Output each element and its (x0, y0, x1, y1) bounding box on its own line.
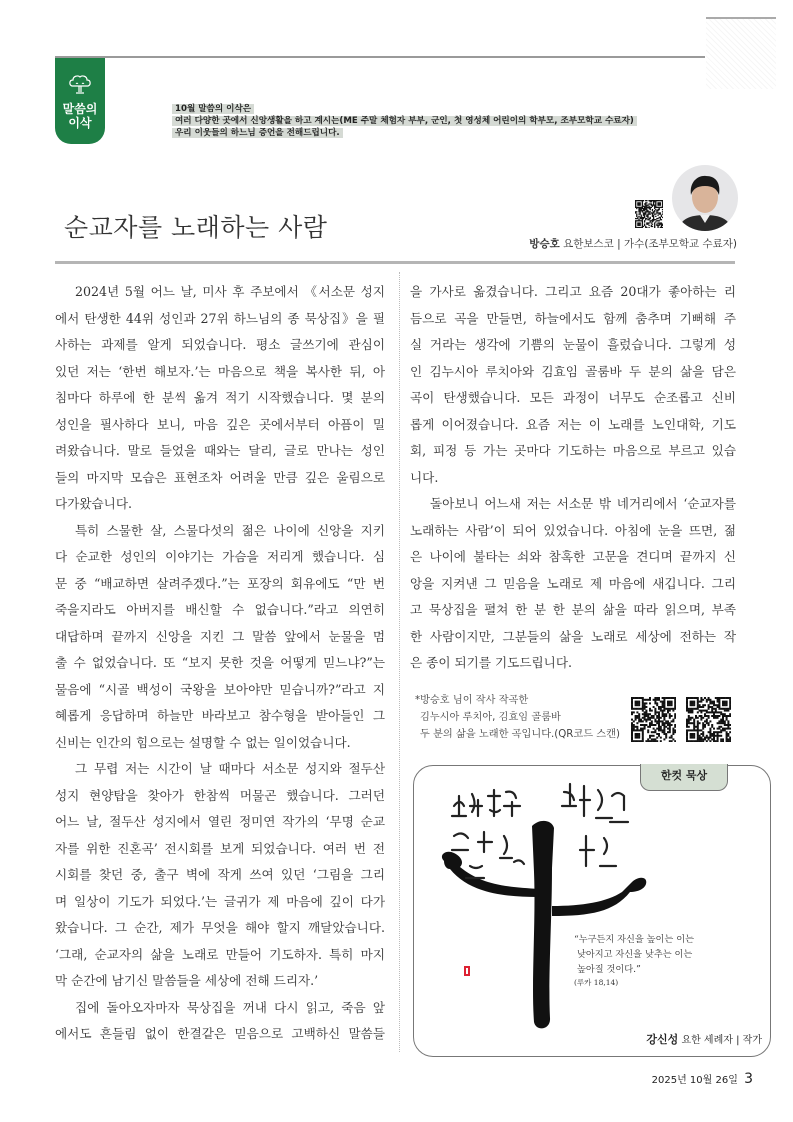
paragraph-line: 에서도 흔들림 없이 한결같은 믿음으로 고백하신 말씀들 (55, 1026, 385, 1041)
header-rule (55, 261, 735, 264)
artist-credit (646, 1031, 762, 1047)
left-column (55, 279, 385, 1048)
author-baptismal-name: 요한보스코 (563, 238, 614, 250)
song-note (415, 692, 620, 743)
quote-line: “누구든지 자신을 높이는 이는 (574, 934, 694, 945)
paragraph-line: 집에 돌아오자마자 묵상집을 꺼내 다시 읽고, 죽음 앞 (75, 999, 385, 1015)
column-divider (399, 272, 400, 1052)
meditation-tab: 한컷 묵상 (640, 764, 728, 791)
paragraph-line: 롭게 이어졌습니다. 요즘 저는 이 노래를 노인대학, 기도 (410, 416, 736, 432)
issue-date: 2025년 10월 26일 (651, 1075, 738, 1086)
qr-code-song-1[interactable] (631, 697, 676, 742)
paragraph-line: 물음에 “시골 백성이 국왕을 보아야만 믿습니까?”라고 지 (55, 681, 385, 697)
paragraph-line: 신비는 인간의 힘으로는 설명할 수 없는 일이었습니다. (55, 734, 351, 750)
quote-line: 낮아지고 자신을 낮추는 이는 (577, 949, 693, 960)
intro-line: 10월 말씀의 이삭은 (172, 104, 254, 114)
artist-separator: | (736, 1035, 740, 1046)
paragraph-line: 특히 스물한 살, 스물다섯의 젊은 나이에 신앙을 지키 (75, 522, 385, 538)
song-note-line: 김누시아 루치아, 김효임 골룸바 (420, 712, 561, 723)
footer (652, 1071, 753, 1087)
paragraph-line: 침마다 하루에 한 분씩 옮겨 적기 시작했습니다. 몇 분의 (55, 390, 385, 405)
artist-name: 강신성 (646, 1033, 679, 1046)
paragraph-line: 시회를 찾던 중, 출구 벽에 작게 쓰여 있던 ‘그림을 그리 (55, 867, 385, 882)
paragraph-line: 막 순간에 남기신 말씀들을 세상에 전해 드리자.’ (55, 973, 319, 988)
paragraph-line: 듬으로 곡을 만들면, 하늘에서도 함께 춤추며 기뻐해 주 (410, 310, 736, 326)
quote-reference: (루카 18,14) (574, 978, 619, 987)
paragraph-line: 은 나이에 불타는 쇠와 참혹한 고문을 견디며 끝까지 신 (410, 549, 736, 564)
paragraph-line: 출 수 없었습니다. 또 “보지 못한 것을 어떻게 믿느냐?”는 (55, 655, 385, 670)
paragraph-line: 자를 위한 진혼곡’ 전시회를 보게 되었습니다. 여러 번 전 (55, 840, 385, 856)
paragraph-line: 회, 피정 등 가는 곳마다 기도하는 마음으로 부르고 있습 (410, 443, 736, 458)
paragraph-line: 들의 마지막 모습은 표현조차 어려울 만큼 깊은 울림으로 (55, 469, 385, 485)
author-name: 방승호 (529, 238, 560, 250)
paragraph-line: 그 무렵 저는 시간이 날 때마다 서소문 성지와 절두산 (75, 761, 385, 776)
right-column (410, 279, 736, 677)
quote-line: 높아질 것이다.” (577, 964, 641, 975)
paragraph-line: 한 사람이지만, 그분들의 삶을 노래로 세상에 전하는 작 (410, 628, 736, 644)
section-tab (55, 58, 105, 144)
paragraph-line: 왔습니다. 그 순간, 제가 무엇을 해야 할지 깨달았습니다. (55, 920, 385, 935)
paragraph-line: 실 거라는 생각에 기쁨의 눈물이 흘렀습니다. 그렇게 성 (410, 337, 736, 352)
paragraph-line: 문 중 “배교하면 살려주겠다.”는 포장의 회유에도 “만 번 (55, 575, 385, 591)
tree-icon (67, 72, 93, 98)
paragraph-line: 2024년 5월 어느 날, 미사 후 주보에서 《서소문 성지 (75, 284, 385, 299)
paragraph-line: 려왔습니다. 말로 들었을 때와는 달리, 글로 만나는 성인 (55, 443, 385, 458)
top-rule (55, 56, 705, 58)
paragraph-line: 니다. (410, 469, 439, 485)
byline-separator: | (617, 238, 621, 250)
intro-text (172, 104, 637, 139)
author-role: 가수(조부모학교 수료자) (624, 238, 737, 250)
paragraph-line: 어느 날, 절두산 성지에서 열린 정미연 작가의 ‘무명 순교 (55, 814, 385, 829)
intro-line: 우리 이웃들의 하느님 증언을 전해드립니다. (172, 128, 343, 138)
qr-code-song-2[interactable] (686, 697, 731, 742)
paragraph-line: 에서 탄생한 44위 성인과 27위 하느님의 종 묵상집》을 필 (55, 310, 385, 326)
paragraph-line: 다 순교한 성인의 이야기는 가슴을 저리게 했습니다. 심 (55, 549, 385, 564)
byline (529, 236, 737, 251)
paragraph-line: 인 김누시아 루치아와 김효임 골룸바 두 분의 삶을 담은 (410, 363, 736, 379)
calligraphy-artwork (414, 766, 770, 1056)
section-tab-line2: 이삭 (68, 116, 92, 130)
song-note-line: 두 분의 삶을 노래한 곡입니다.(QR코드 스캔) (420, 729, 620, 740)
paragraph-line: 죽을지라도 아버지를 배신할 수 없습니다.”라고 의연히 (55, 602, 385, 617)
article-title: 순교자를 노래하는 사람 (64, 213, 328, 242)
paragraph-line: 노래하는 사람’이 되어 있었습니다. 아침에 눈을 뜨면, 젊 (410, 522, 736, 538)
paragraph-line: 앙을 지켜낸 그 믿음을 노래로 제 마음에 새깁니다. 그리 (410, 575, 736, 591)
paragraph-line: 은 종이 되기를 기도드립니다. (410, 655, 572, 670)
paragraph-line: 성인을 필사하다 보니, 마음 깊은 곳에서부터 아픔이 밀 (55, 416, 385, 432)
meditation-box (413, 765, 771, 1057)
section-tab-line1: 말씀의 (62, 102, 98, 116)
paragraph-line: 다가왔습니다. (55, 496, 132, 511)
paragraph-line: 고 묵상집을 펼쳐 한 분 한 분의 삶을 따라 읽으며, 부족 (410, 602, 736, 617)
intro-line: 여러 다양한 곳에서 신앙생활을 하고 계시는(ME 주말 체험자 부부, 군인, 첫 영성체 어린이의 학부모, 조부모학교 수료자) (172, 116, 637, 126)
paragraph-line: 곡이 탄생했습니다. 모든 과정이 너무도 순조롭고 신비 (410, 390, 736, 405)
paragraph-line: 사하는 과제를 알게 되었습니다. 평소 글쓰기에 관심이 (55, 337, 385, 352)
paragraph-line: 며 일상이 기도가 되었다.’는 글귀가 제 마음에 깊이 다가 (55, 893, 385, 909)
artist-baptismal-name: 요한 세례자 (681, 1035, 733, 1046)
paragraph-line: 성지 현양탑을 찾아가 한참씩 머물곤 했습니다. 그러던 (55, 787, 385, 803)
page-number: 3 (744, 1071, 753, 1087)
song-note-line: *방승호 님이 작사 작곡한 (415, 695, 529, 706)
paragraph-line: 혜롭게 응답하며 하늘만 바라보고 참수형을 받아들인 그 (55, 708, 385, 723)
paragraph-line: 을 가사로 옮겼습니다. 그리고 요즘 20대가 좋아하는 리 (410, 284, 736, 299)
paragraph-line: ‘그래, 순교자의 삶을 노래로 만들어 기도하자. 특히 마지 (55, 946, 385, 962)
corner-decoration (706, 17, 776, 89)
author-photo (672, 165, 738, 231)
paragraph-line: 돌아보니 어느새 저는 서소문 밖 네거리에서 ‘순교자를 (430, 496, 736, 511)
artist-role: 작가 (742, 1035, 762, 1046)
meditation-quote (574, 932, 694, 989)
qr-code-author[interactable] (635, 200, 663, 228)
paragraph-line: 있던 저는 ‘한번 해보자.’는 마음으로 책을 복사한 뒤, 아 (55, 363, 385, 379)
paragraph-line: 대답하며 끝까지 신앙을 지킨 그 말씀 앞에서 눈물을 멈 (55, 628, 385, 644)
